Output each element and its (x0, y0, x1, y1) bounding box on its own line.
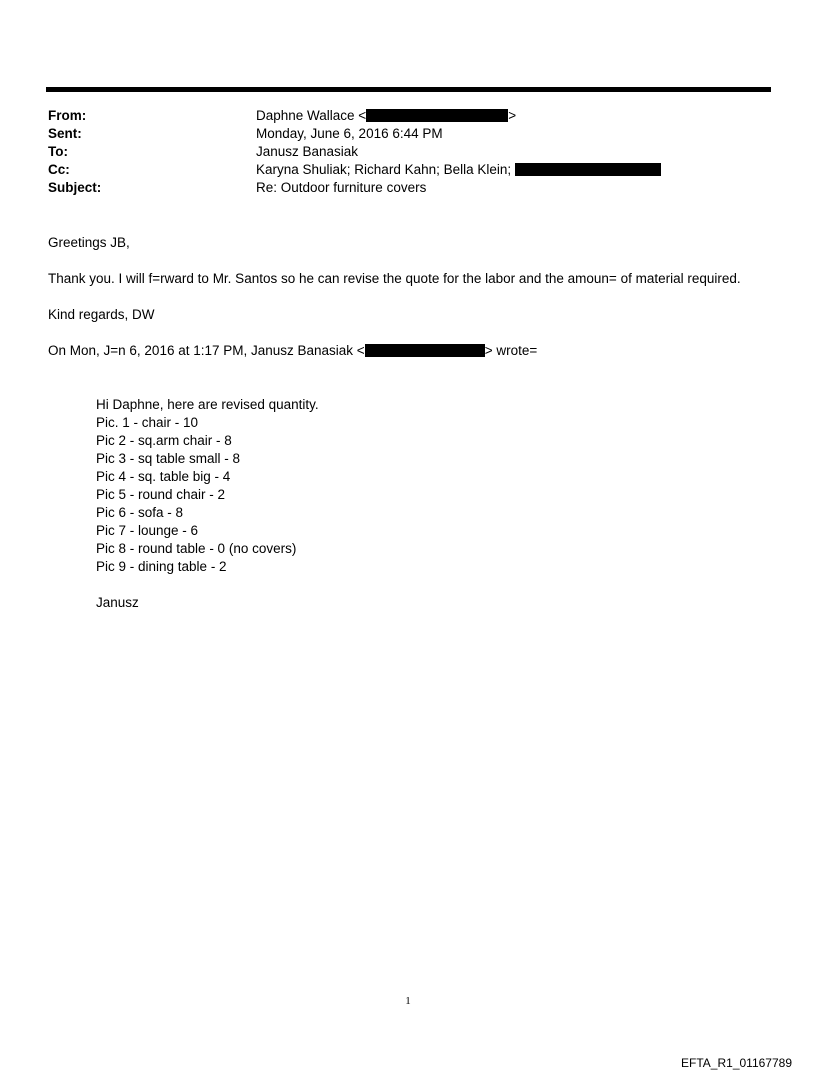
subject-label: Subject: (48, 180, 102, 195)
redaction-bar (365, 344, 485, 357)
quoted-line: Pic. 1 - chair - 10 (96, 415, 199, 430)
quoted-line: Pic 8 - round table - 0 (no covers) (96, 541, 297, 556)
greeting: Greetings JB, (48, 235, 130, 250)
cc-label: Cc: (48, 162, 70, 177)
sent-label: Sent: (48, 126, 82, 141)
message-paragraph: Thank you. I will f=rward to Mr. Santos so he can revise the quote for the labor and the amoun= of material required. (48, 271, 741, 286)
quote-intro (48, 342, 537, 360)
sent-value: Monday, June 6, 2016 6:44 PM (256, 126, 443, 141)
from-label: From: (48, 108, 87, 123)
from-value (256, 107, 516, 125)
document-id: EFTA_R1_01167789 (681, 1056, 792, 1070)
quoted-line: Pic 9 - dining table - 2 (96, 559, 227, 574)
quoted-line: Pic 5 - round chair - 2 (96, 487, 226, 502)
redaction-bar (515, 163, 661, 176)
quoted-message (96, 396, 319, 576)
quote-intro-suffix: > wrote= (484, 343, 538, 358)
quoted-line: Pic 2 - sq.arm chair - 8 (96, 433, 232, 448)
to-label: To: (48, 144, 68, 159)
subject-value: Re: Outdoor furniture covers (256, 180, 427, 195)
cc-value (256, 161, 661, 179)
closing: Kind regards, DW (48, 307, 155, 322)
to-value: Janusz Banasiak (256, 144, 359, 159)
from-close: > (508, 108, 517, 123)
quoted-line: Pic 6 - sofa - 8 (96, 505, 184, 520)
from-name: Daphne Wallace < (256, 108, 367, 123)
quoted-line: Hi Daphne, here are revised quantity. (96, 397, 319, 412)
cc-recipients: Karyna Shuliak; Richard Kahn; Bella Klein; (256, 162, 512, 177)
page-number: 1 (405, 995, 411, 1007)
quoted-line: Pic 3 - sq table small - 8 (96, 451, 241, 466)
header-divider-rule (46, 87, 771, 92)
redaction-bar (366, 109, 508, 122)
quote-intro-prefix: On Mon, J=n 6, 2016 at 1:17 PM, Janusz Banasiak < (48, 343, 365, 358)
quoted-line: Pic 7 - lounge - 6 (96, 523, 199, 538)
quoted-signature: Janusz (96, 595, 139, 610)
quoted-line: Pic 4 - sq. table big - 4 (96, 469, 231, 484)
